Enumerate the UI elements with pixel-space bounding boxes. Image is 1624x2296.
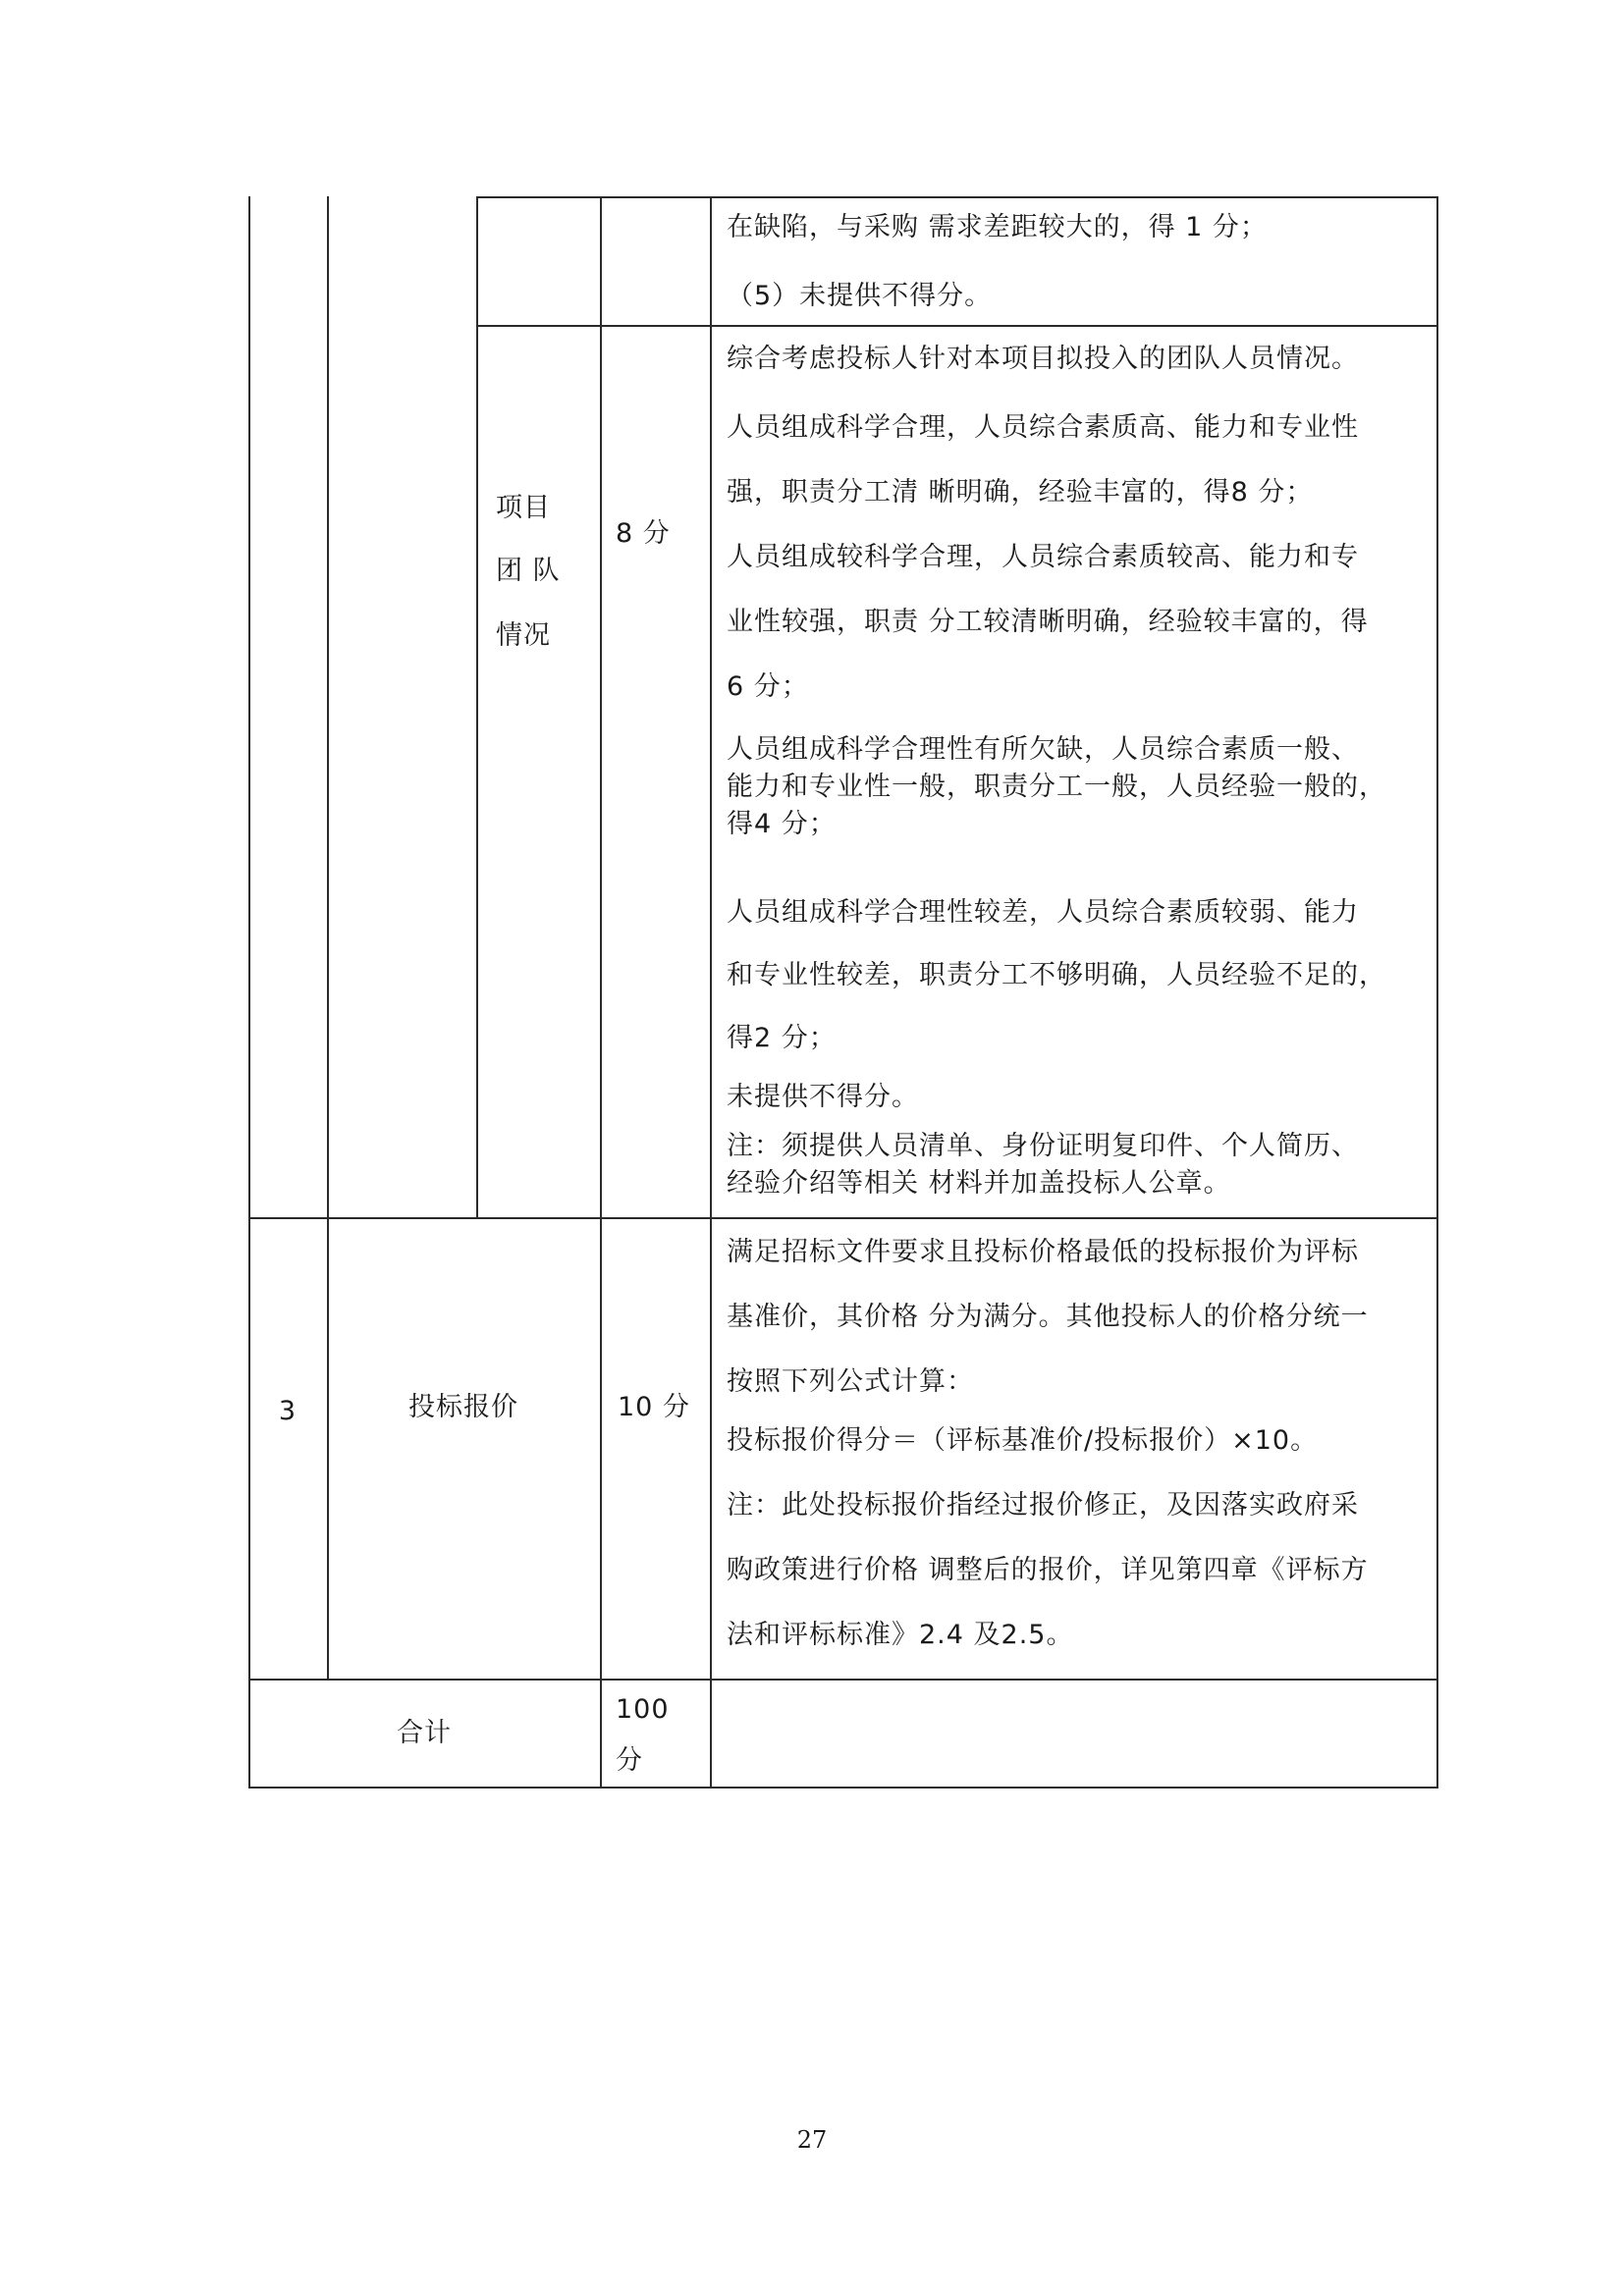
criteria-line: 得4 分； [727,809,837,839]
table-rule [476,196,1438,198]
page-number: 27 [796,2126,828,2154]
item-name: 投标报价 [408,1392,518,1422]
criteria-line: 人员组成科学合理性较差，人员综合素质较弱、能力 [727,897,1359,928]
total-score: 100 [616,1694,670,1725]
criteria-line: 未提供不得分。 [727,1082,919,1112]
total-score-unit: 分 [616,1745,643,1776]
criteria-line: 业性较强，职责 分工较清晰明确，经验较丰富的，得 [727,607,1369,637]
criteria-line: 基准价，其价格 分为满分。其他投标人的价格分统一 [727,1302,1369,1332]
item-score: 10 分 [618,1392,690,1422]
item-score: 8 分 [616,518,671,549]
criteria-line: 和专业性较差，职责分工不够明确，人员经验不足的， [727,960,1386,990]
criteria-line: 经验介绍等相关 材料并加盖投标人公章。 [727,1168,1231,1199]
table-rule [327,196,329,1681]
scoring-table [248,196,1438,1789]
table-rule [248,1217,1438,1219]
criteria-line: 按照下列公式计算： [727,1366,974,1397]
table-rule [1436,196,1438,1789]
criteria-line: 人员组成科学合理性有所欠缺，人员综合素质一般、 [727,734,1359,765]
table-rule [248,1679,1438,1681]
item-name: 团 队 [496,556,561,586]
table-rule [710,196,712,1789]
total-label: 合计 [397,1718,452,1748]
table-rule [248,1787,1438,1789]
item-name: 项目 [496,493,551,523]
criteria-line: 注：须提供人员清单、身份证明复印件、个人简历、 [727,1131,1359,1161]
table-rule [600,196,602,1789]
criteria-line: 投标报价得分＝（评标基准价/投标报价）×10。 [727,1425,1319,1456]
criteria-line: 强，职责分工清 晰明确，经验丰富的，得8 分； [727,477,1314,507]
criteria-line: 法和评标标准》2.4 及2.5。 [727,1620,1074,1650]
criteria-line: 满足招标文件要求且投标价格最低的投标报价为评标 [727,1237,1359,1267]
table-rule [248,196,250,1789]
criteria-line: 综合考虑投标人针对本项目拟投入的团队人员情况。 [727,344,1359,374]
row-number: 3 [278,1396,298,1426]
criteria-line: 人员组成较科学合理，人员综合素质较高、能力和专 [727,542,1359,572]
criteria-line: 在缺陷，与采购 需求差距较大的，得 1 分； [727,212,1268,242]
criteria-line: （5）未提供不得分。 [727,281,993,311]
criteria-line: 注：此处投标报价指经过报价修正，及因落实政府采 [727,1490,1359,1521]
item-name: 情况 [496,620,551,651]
criteria-line: 能力和专业性一般，职责分工一般，人员经验一般的， [727,772,1386,802]
criteria-line: 购政策进行价格 调整后的报价，详见第四章《评标方 [727,1555,1369,1585]
table-rule [476,325,1438,327]
criteria-line: 人员组成科学合理，人员综合素质高、能力和专业性 [727,412,1359,443]
table-rule [476,196,478,1219]
criteria-line: 6 分； [727,671,809,702]
criteria-line: 得2 分； [727,1023,837,1053]
